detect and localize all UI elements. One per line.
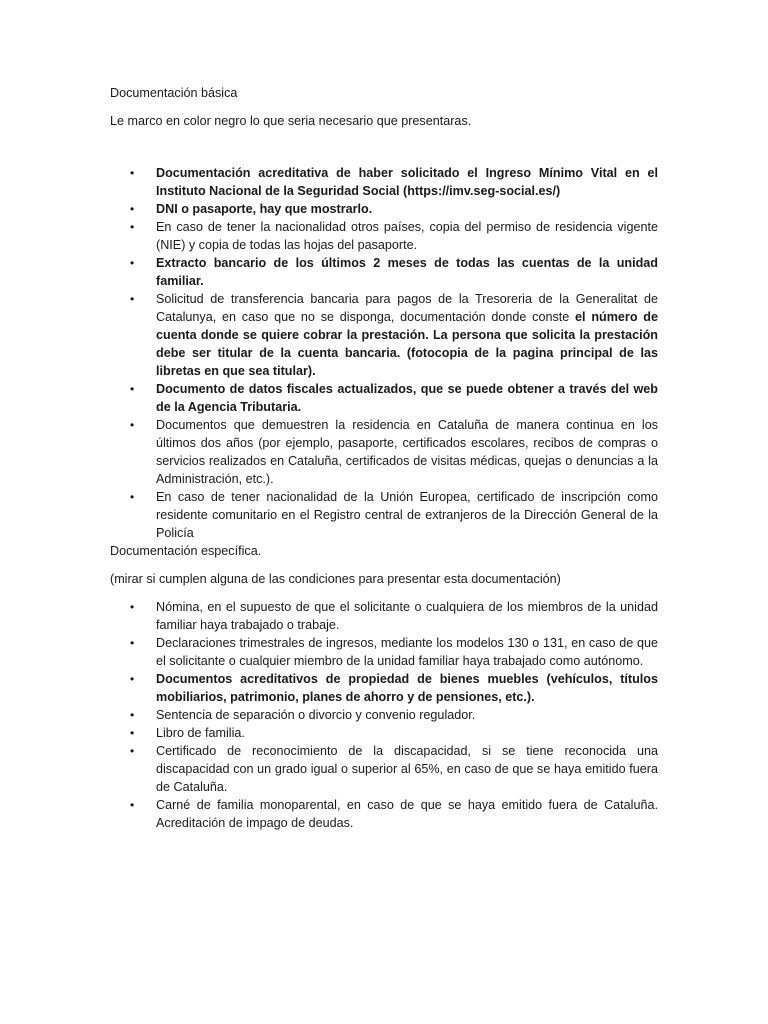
list-item [110, 706, 658, 724]
bullet-icon: • [130, 382, 135, 396]
bullet-icon: • [130, 744, 135, 758]
list-item-text: Declaraciones trimestrales de ingresos, mediante los modelos 130 o 131, en caso de que el solicitante o cualquier miembro de la unidad familiar haya trabajado como autónomo. [156, 636, 658, 668]
list-item-text: Solicitud de transferencia bancaria para pagos de la Tresoreria de la Generalitat de Catalunya, en caso que no se disponga, documentación donde conste [156, 292, 658, 324]
list-item [110, 724, 658, 742]
list-item [110, 290, 658, 380]
list-item [110, 598, 658, 634]
list-item-text: En caso de tener la nacionalidad otros países, copia del permiso de residencia vigente (NIE) y copia de todas las hojas del pasaporte. [156, 220, 658, 252]
list-item [110, 218, 658, 254]
list-item-text: En caso de tener nacionalidad de la Unión Europea, certificado de inscripción como residente comunitario en el Registro central de extranjeros de la Dirección General de la Policía [156, 490, 658, 540]
list-item-text: Documento de datos fiscales actualizados, que se puede obtener a través del web de la Agencia Tributaria. [156, 382, 658, 414]
list-item-text: Documentos acreditativos de propiedad de bienes muebles (vehículos, títulos mobiliarios, patrimonio, planes de ahorro y de pensiones, etc.). [156, 672, 658, 704]
bullet-icon: • [130, 256, 135, 270]
list-item-text: Carné de familia monoparental, en caso de que se haya emitido fuera de Cataluña. Acreditación de impago de deudas. [156, 798, 658, 830]
bullet-icon: • [130, 202, 135, 216]
bullet-icon: • [130, 672, 135, 686]
basic-documentation-note: Le marco en color negro lo que seria necesario que presentaras. [110, 114, 472, 128]
list-item [110, 488, 658, 542]
list-item-text: Extracto bancario de los últimos 2 meses de todas las cuentas de la unidad familiar. [156, 256, 658, 288]
list-item [110, 380, 658, 416]
list-item [110, 634, 658, 670]
document-page [110, 84, 658, 832]
bullet-icon: • [130, 798, 135, 812]
bullet-icon: • [130, 166, 135, 180]
bullet-icon: • [130, 636, 135, 650]
list-item-text: Sentencia de separación o divorcio y convenio regulador. [156, 708, 476, 722]
specific-documentation-heading: Documentación específica. [110, 544, 262, 558]
list-item-text: DNI o pasaporte, hay que mostrarlo. [156, 202, 373, 216]
basic-documentation-heading: Documentación básica [110, 86, 238, 100]
bullet-icon: • [130, 600, 135, 614]
list-item-text: Documentos que demuestren la residencia en Cataluña de manera continua en los últimos dos años (por ejemplo, pasaporte, certificados escolares, recibos de compras o servicios realizados en Cataluña, certificados de visitas médicas, quejas o denuncias a la Administración, etc.). [156, 418, 658, 486]
list-item [110, 670, 658, 706]
list-item [110, 742, 658, 796]
list-item-text: Nómina, en el supuesto de que el solicitante o cualquiera de los miembros de la unidad familiar haya trabajado o trabaje. [156, 600, 658, 632]
bullet-icon: • [130, 726, 135, 740]
list-item [110, 164, 658, 200]
list-item-text: Documentación acreditativa de haber solicitado el Ingreso Mínimo Vital en el Instituto Nacional de la Seguridad Social (https://imv.seg-social.es/) [156, 166, 658, 198]
bullet-icon: • [130, 418, 135, 432]
bullet-icon: • [130, 220, 135, 234]
list-item [110, 200, 658, 218]
specific-documents-list [110, 598, 658, 832]
basic-documents-list [110, 164, 658, 542]
list-item [110, 796, 658, 832]
list-item [110, 416, 658, 488]
bullet-icon: • [130, 490, 135, 504]
specific-documentation-note: (mirar si cumplen alguna de las condiciones para presentar esta documentación) [110, 572, 561, 586]
list-item-text: Libro de familia. [156, 726, 245, 740]
bullet-icon: • [130, 292, 135, 306]
list-item-text: Certificado de reconocimiento de la discapacidad, si se tiene reconocida una discapacidad con un grado igual o superior al 65%, en caso de que se haya emitido fuera de Cataluña. [156, 744, 658, 794]
bullet-icon: • [130, 708, 135, 722]
list-item [110, 254, 658, 290]
list-item-text: el número de cuenta donde se quiere cobrar la prestación. La persona que solicita la prestación debe ser titular de la cuenta bancaria. (fotocopia de la pagina principal de las libretas en que sea titular). [156, 310, 658, 378]
